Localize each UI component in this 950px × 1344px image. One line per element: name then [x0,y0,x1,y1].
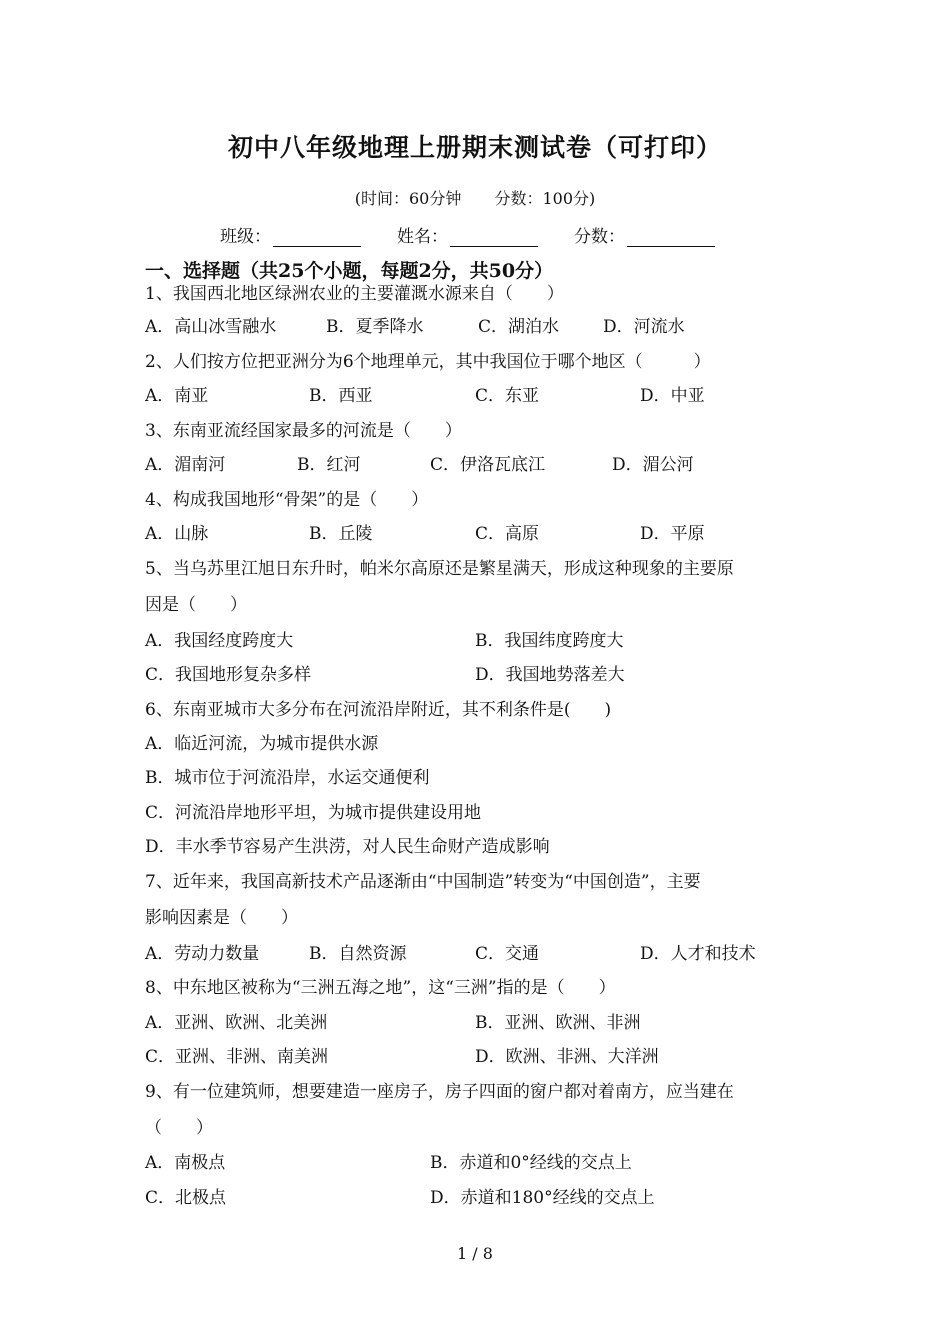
name-label: 姓名： [397,227,448,247]
q3-option-c: C．伊洛瓦底江 [430,455,546,475]
q7-option-d: D．人才和技术 [640,944,756,964]
class-blank[interactable] [273,228,361,247]
student-info [220,222,751,247]
question-7-line-2: 影响因素是（ ） [145,908,298,928]
page-title: 初中八年级地理上册期末测试卷（可打印） [227,133,722,162]
q9-option-c: C．北极点 [145,1188,227,1208]
q5-option-d: D．我国地势落差大 [475,665,625,685]
q3-option-a: A．湄南河 [145,455,226,475]
q1-option-d: D．河流水 [603,317,685,337]
question-6: 6、东南亚城市大多分布在河流沿岸附近，其不利条件是( ) [145,700,612,720]
q6-option-d: D．丰水季节容易产生洪涝，对人民生命财产造成影响 [145,837,550,857]
q2-option-c: C．东亚 [475,386,540,406]
q9-option-d: D．赤道和180°经线的交点上 [430,1188,655,1208]
q1-option-c: C．湖泊水 [478,317,560,337]
q5-option-b: B．我国纬度跨度大 [475,631,624,651]
q4-option-a: A．山脉 [145,524,209,544]
q4-option-c: C．高原 [475,524,540,544]
question-7-line-1: 7、近年来，我国高新技术产品逐渐由“中国制造”转变为“中国创造”，主要 [145,872,701,892]
q6-option-c: C．河流沿岸地形平坦，为城市提供建设用地 [145,803,482,823]
q8-option-d: D．欧洲、非洲、大洋洲 [475,1047,659,1067]
q2-option-d: D．中亚 [640,386,705,406]
class-label: 班级： [220,227,271,247]
q7-option-b: B．自然资源 [309,944,407,964]
q1-option-a: A．高山冰雪融水 [145,317,277,337]
question-3: 3、东南亚流经国家最多的河流是（ ） [145,421,462,441]
q3-option-d: D．湄公河 [612,455,694,475]
q8-option-c: C．亚洲、非洲、南美洲 [145,1047,329,1067]
q3-option-b: B．红河 [297,455,361,475]
q6-option-b: B．城市位于河流沿岸，水运交通便利 [145,768,430,788]
score-info: 分数：100分) [494,189,596,208]
q2-option-b: B．西亚 [309,386,373,406]
question-9-line-2: （ ） [145,1118,213,1138]
q8-option-b: B．亚洲、欧洲、非洲 [475,1013,641,1033]
question-5-line-1: 5、当乌苏里江旭日东升时，帕米尔高原还是繁星满天，形成这种现象的主要原 [145,559,734,579]
q9-option-a: A．南极点 [145,1153,226,1173]
q1-option-b: B．夏季降水 [326,317,424,337]
question-4: 4、构成我国地形“骨架”的是（ ） [145,490,429,510]
q4-option-b: B．丘陵 [309,524,373,544]
score-field[interactable] [574,222,715,247]
question-8: 8、中东地区被称为“三洲五海之地”，这“三洲”指的是（ ） [145,978,616,998]
q8-option-a: A．亚洲、欧洲、北美洲 [145,1013,328,1033]
q9-option-b: B．赤道和0°经线的交点上 [430,1153,632,1173]
name-blank[interactable] [450,228,538,247]
name-field[interactable] [397,222,538,247]
section-heading: 一、选择题（共25个小题，每题2分，共50分） [145,260,554,282]
q5-option-a: A．我国经度跨度大 [145,631,294,651]
q2-option-a: A．南亚 [145,386,209,406]
q4-option-d: D．平原 [640,524,705,544]
q7-option-c: C．交通 [475,944,540,964]
q6-option-a: A．临近河流，为城市提供水源 [145,734,379,754]
exam-meta [0,186,950,209]
page-number: 1 / 8 [457,1244,493,1263]
q7-option-a: A．劳动力数量 [145,944,260,964]
question-5-line-2: 因是（ ） [145,595,247,615]
question-1: 1、我国西北地区绿洲农业的主要灌溉水源来自（ ） [145,284,564,304]
question-9-line-1: 9、有一位建筑师，想要建造一座房子，房子四面的窗户都对着南方，应当建在 [145,1082,734,1102]
class-field[interactable] [220,222,361,247]
q5-option-c: C．我国地形复杂多样 [145,665,312,685]
score-label: 分数： [574,227,625,247]
question-2: 2、人们按方位把亚洲分为6个地理单元，其中我国位于哪个地区（ ） [145,352,711,372]
time-info: (时间：60分钟 [354,189,462,208]
score-blank[interactable] [627,228,715,247]
